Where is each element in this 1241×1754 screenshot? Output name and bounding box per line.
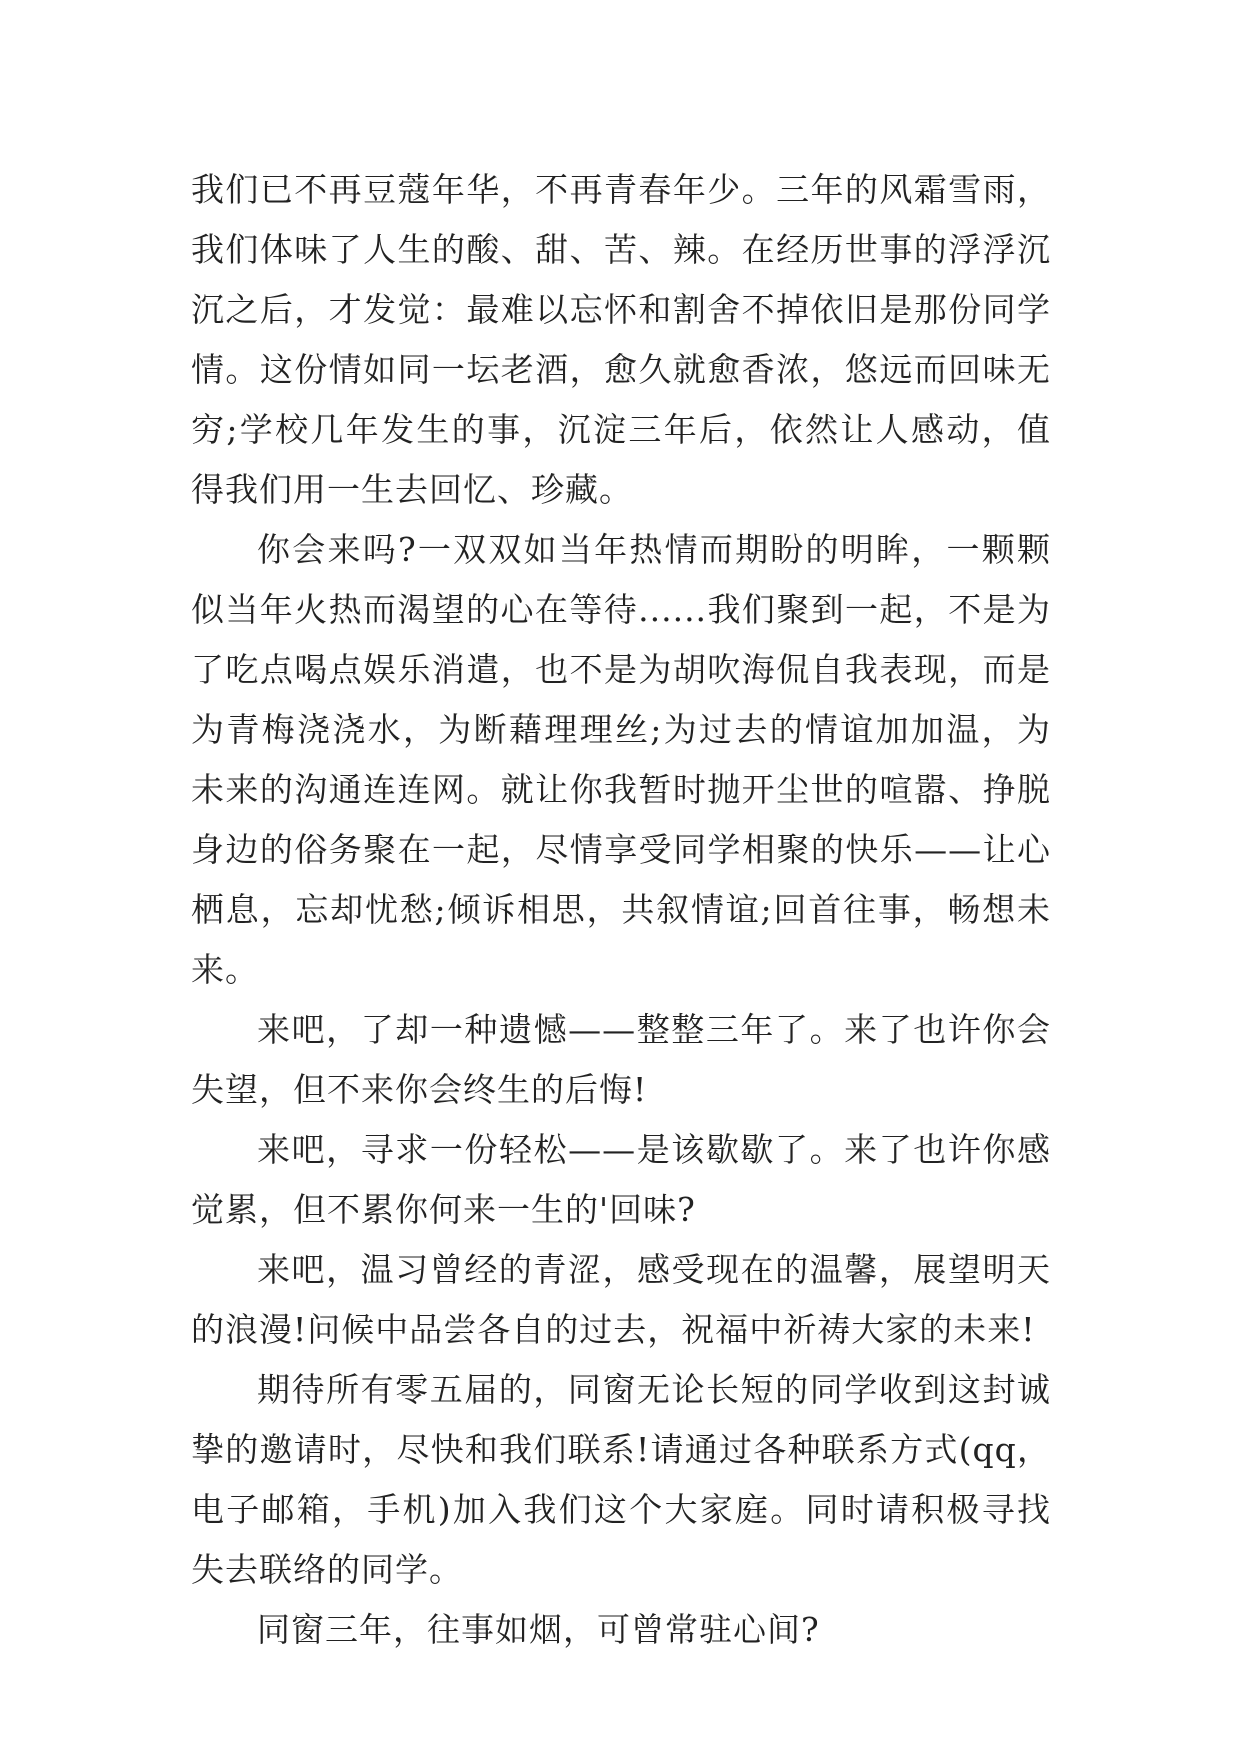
- document-body: [191, 160, 1051, 1660]
- paragraph-5: 来吧，温习曾经的青涩，感受现在的温馨，展望明天的浪漫!问候中品尝各自的过去，祝福中祈祷大家的未来!: [191, 1250, 1051, 1349]
- paragraph-4: 来吧，寻求一份轻松——是该歇歇了。来了也许你感觉累，但不累你何来一生的'回味?: [191, 1130, 1051, 1229]
- paragraph-2: 你会来吗?一双双如当年热情而期盼的明眸，一颗颗似当年火热而渴望的心在等待......我们聚到一起，不是为了吃点喝点娱乐消遣，也不是为胡吹海侃自我表现，而是为青梅浇浇水，为断藉理理丝;为过去的情谊加加温，为未来的沟通连连网。就让你我暂时抛开尘世的喧嚣、挣脱身边的俗务聚在一起，尽情享受同学相聚的快乐——让心栖息，忘却忧愁;倾诉相思，共叙情谊;回首往事，畅想未来。: [191, 530, 1051, 989]
- paragraph-1: 我们已不再豆蔻年华，不再青春年少。三年的风霜雪雨，我们体味了人生的酸、甜、苦、辣。在经历世事的浮浮沉沉之后，才发觉：最难以忘怀和割舍不掉依旧是那份同学情。这份情如同一坛老酒，愈久就愈香浓，悠远而回味无穷;学校几年发生的事，沉淀三年后，依然让人感动，值得我们用一生去回忆、珍藏。: [191, 170, 1051, 509]
- paragraph-6: 期待所有零五届的，同窗无论长短的同学收到这封诚挚的邀请时，尽快和我们联系!请通过各种联系方式(qq，电子邮箱，手机)加入我们这个大家庭。同时请积极寻找失去联络的同学。: [191, 1370, 1051, 1589]
- paragraph-7: 同窗三年，往事如烟，可曾常驻心间?: [257, 1610, 820, 1649]
- paragraph-3: 来吧，了却一种遗憾——整整三年了。来了也许你会失望，但不来你会终生的后悔!: [191, 1010, 1051, 1109]
